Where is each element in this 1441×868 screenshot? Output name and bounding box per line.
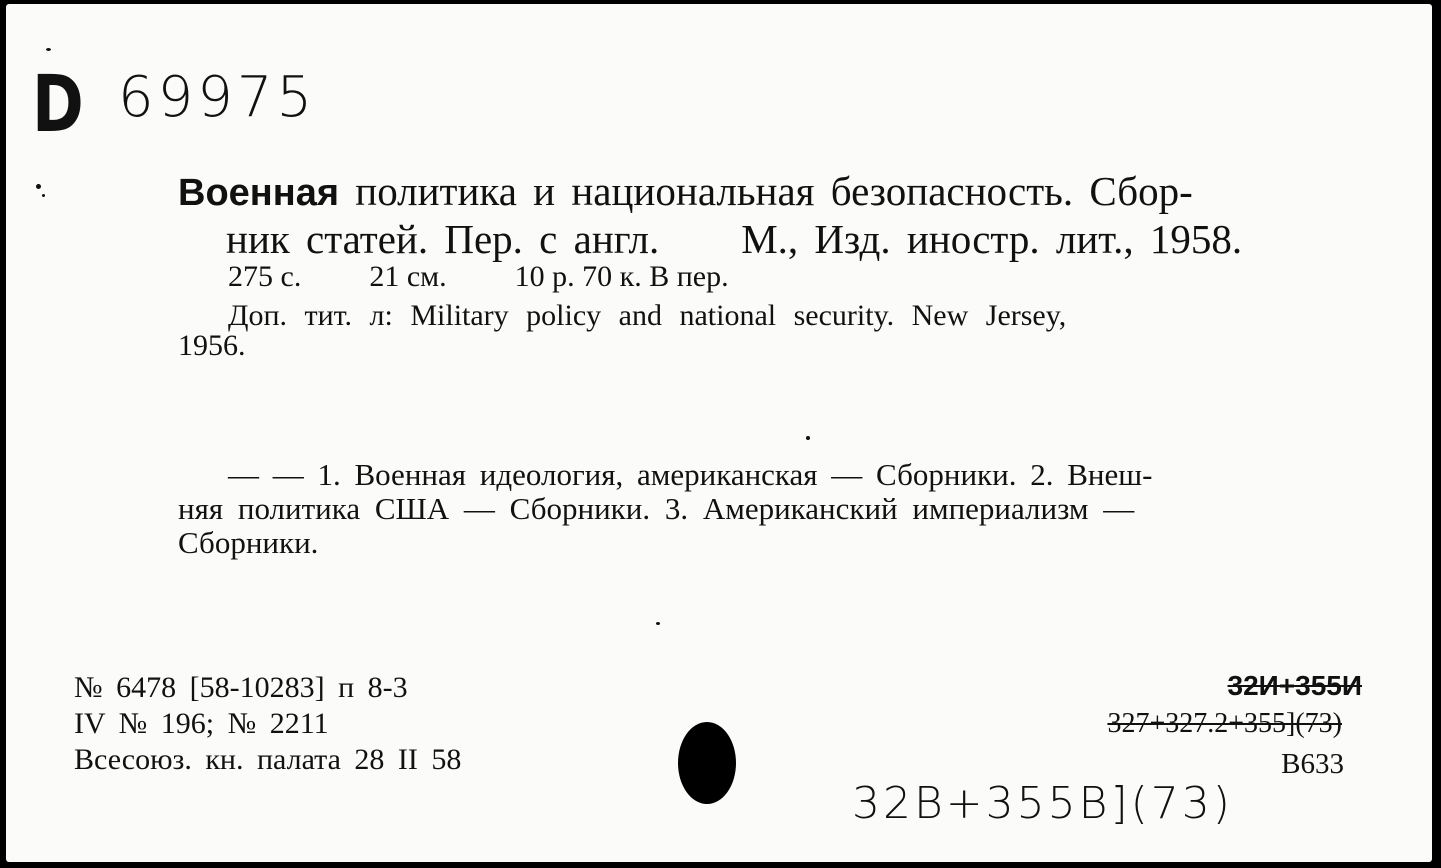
catalog-card bbox=[6, 4, 1432, 862]
record-line-3: Всесоюз. кн. палата 28 II 58 bbox=[74, 743, 462, 776]
speck bbox=[46, 48, 51, 51]
class-struck-2: 327+327.2+355](73) bbox=[1107, 708, 1342, 739]
class-handwritten: 32В+355В](73) bbox=[852, 778, 1233, 829]
title-line-1 bbox=[178, 169, 1193, 215]
physical-description bbox=[228, 261, 729, 293]
alt-title-line-2: 1956. bbox=[178, 329, 246, 362]
subjects-line-3: Сборники. bbox=[178, 525, 319, 560]
title-bold: Военная bbox=[178, 172, 339, 214]
title-line-2-left: ник статей. Пер. с англ. bbox=[226, 216, 660, 262]
alt-title-line-1: Доп. тит. л: Military policy and national security. New Jersey, bbox=[228, 299, 1067, 332]
record-line-1: № 6478 [58-10283] п 8-3 bbox=[74, 671, 408, 704]
title-rest: политика и национальная безопасность. Сбор- bbox=[355, 168, 1193, 214]
speck bbox=[806, 436, 810, 440]
class-struck-1: 32И+355И bbox=[1227, 670, 1362, 701]
subjects-line-2: няя политика США — Сборники. 3. Американский империализм — bbox=[178, 491, 1135, 526]
subjects-line-1: — — 1. Военная идеология, американская — Сборники. 2. Внеш- bbox=[228, 457, 1153, 492]
handwritten-number: 69975 bbox=[118, 65, 317, 130]
call-number: D bbox=[32, 60, 83, 150]
class-code: В633 bbox=[1281, 748, 1344, 780]
title-line-2 bbox=[226, 217, 1242, 261]
size: 21 см. bbox=[369, 260, 447, 293]
price: 10 р. 70 к. В пер. bbox=[514, 260, 729, 293]
speck bbox=[42, 194, 45, 197]
pages: 275 с. bbox=[228, 260, 302, 293]
punch-hole bbox=[678, 722, 736, 804]
speck bbox=[656, 622, 660, 625]
publisher-info: М., Изд. иностр. лит., 1958. bbox=[741, 216, 1243, 262]
speck bbox=[36, 184, 41, 189]
record-line-2: IV № 196; № 2211 bbox=[74, 707, 329, 740]
